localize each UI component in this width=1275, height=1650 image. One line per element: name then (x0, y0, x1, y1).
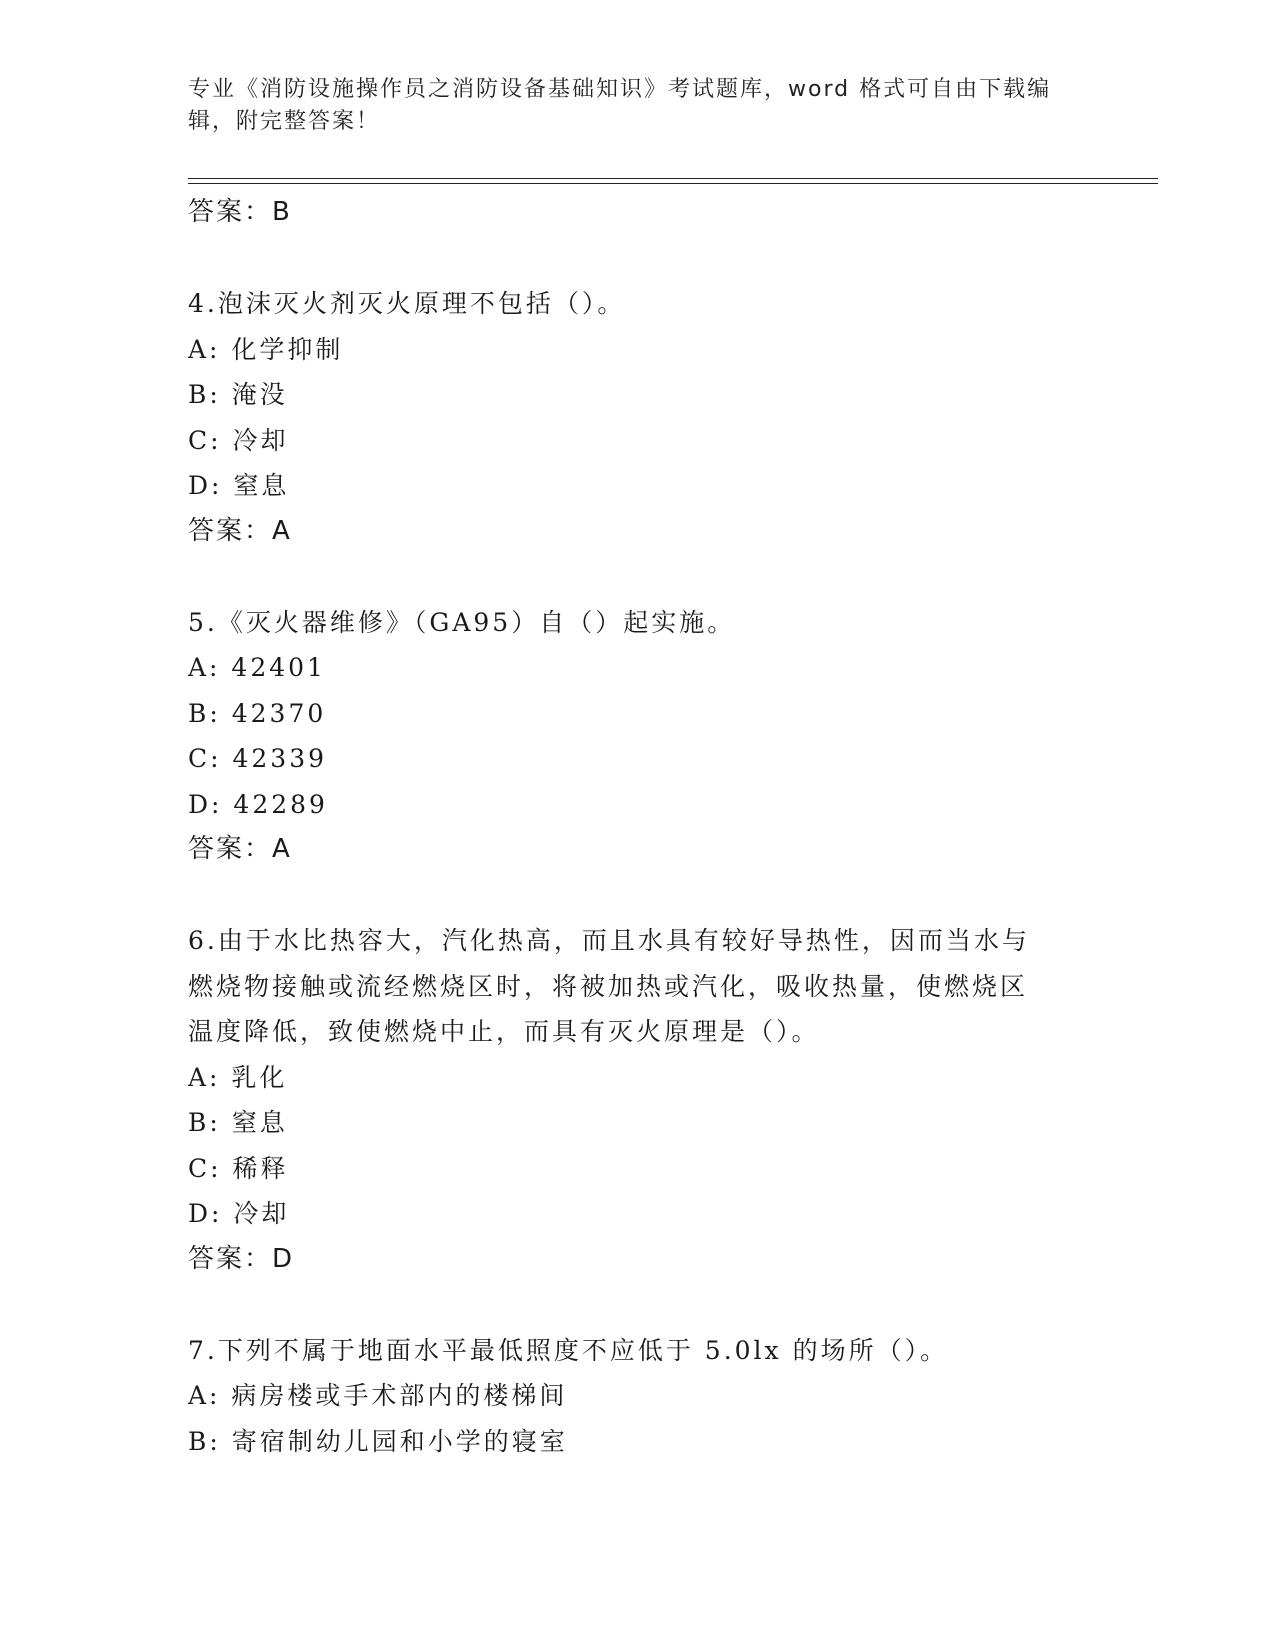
question-text: 4.泡沫灭火剂灭火原理不包括（）。 (188, 289, 626, 318)
header-rule-bottom (188, 183, 1158, 184)
header-line-2: 辑，附完整答案！ (188, 109, 381, 134)
question-5 (188, 600, 1148, 873)
question-text: 5.《灭火器维修》（GA95）自（）起实施。 (188, 607, 736, 637)
question-text-line-2: 燃烧物接触或流经燃烧区时，将被加热或汽化，吸收热量，使燃烧区 (188, 971, 1029, 1001)
option-a: A: 化学抑制 (188, 334, 344, 364)
option-d: D: 冷却 (188, 1199, 290, 1228)
previous-answer: 答案：B (188, 197, 292, 227)
header-rule-top (188, 178, 1158, 179)
question-text: 7.下列不属于地面水平最低照度不应低于 5.0lx 的场所（）。 (188, 1335, 949, 1365)
question-text-line-1: 6.由于水比热容大，汽化热高，而且水具有较好导热性，因而当水与 (188, 926, 1030, 955)
option-a: A: 乳化 (188, 1062, 288, 1092)
document-header (188, 74, 1088, 138)
answer: 答案：A (188, 515, 292, 546)
answer: 答案：A (188, 834, 292, 864)
answer: 答案：D (188, 1243, 295, 1274)
option-b: B: 寄宿制幼儿园和小学的寝室 (188, 1426, 568, 1456)
option-d: D: 窒息 (188, 471, 290, 500)
option-a: A: 42401 (188, 653, 326, 682)
option-c: C: 42339 (188, 744, 328, 773)
header-line-1: 专业《消防设施操作员之消防设备基础知识》考试题库，word 格式可自由下载编 (188, 77, 1052, 102)
question-text-line-3: 温度降低，致使燃烧中止，而具有灭火原理是（）。 (188, 1017, 820, 1046)
option-a: A: 病房楼或手术部内的楼梯间 (188, 1381, 568, 1410)
option-b: B: 淹没 (188, 380, 288, 409)
option-b: B: 窒息 (188, 1108, 288, 1137)
option-b: B: 42370 (188, 698, 327, 728)
question-6 (188, 918, 1148, 1282)
option-c: C: 稀释 (188, 1153, 289, 1183)
option-c: C: 冷却 (188, 425, 289, 455)
option-d: D: 42289 (188, 789, 328, 819)
question-4 (188, 281, 1148, 554)
question-list (188, 190, 1148, 1464)
question-7 (188, 1328, 1148, 1465)
